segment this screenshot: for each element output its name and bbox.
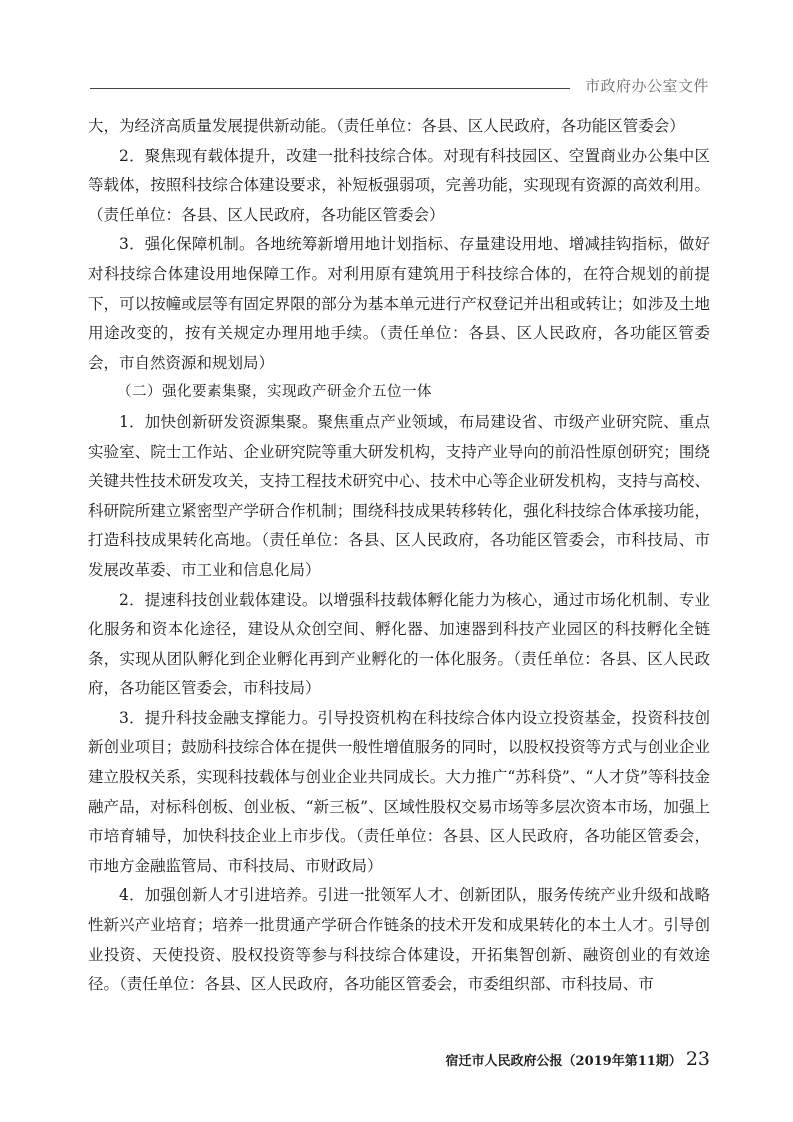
- header-title: 市政府办公室文件: [585, 77, 710, 95]
- paragraph-item-3b: 3．提升科技金融支撑能力。引导投资机构在科技综合体内设立投资基金，投资科技创新创业项目；鼓励科技综合体在提供一般性增值服务的同时，以股权投资等方式与创业企业建立股权关系，实现科技载体与创业企业共同成长。大力推广“苏科贷”、“人才贷”等科技金融产品，对标科创板、创业板、“新三板”、区域性股权交易市场等多层次资本市场，加强上市培育辅导，加快科技企业上市步伐。（责任单位：各县、区人民政府，各功能区管委会，市地方金融监管局、市科技局、市财政局）: [88, 708, 710, 875]
- document-body: [88, 112, 710, 1000]
- paragraph-item-3: 3．强化保障机制。各地统筹新增用地计划指标、存量建设用地、增减挂钩指标，做好对科技综合体建设用地保障工作。对利用原有建筑用于科技综合体的，在符合规划的前提下，可以按幢或层等有固定界限的部分为基本单元进行产权登记并出租或转让；如涉及土地用途改变的，按有关规定办理用地手续。（责任单位：各县、区人民政府，各功能区管委会，市自然资源和规划局）: [88, 235, 710, 372]
- paragraph-item-2: 2．聚焦现有载体提升，改建一批科技综合体。对现有科技园区、空置商业办公集中区等载体，按照科技综合体建设要求，补短板强弱项，完善功能，实现现有资源的高效利用。（责任单位：各县、区人民政府，各功能区管委会）: [88, 146, 710, 224]
- paragraph-item-1: 1．加快创新研发资源集聚。聚焦重点产业领域，布局建设省、市级产业研究院、重点实验室、院士工作站、企业研究院等重大研发机构，支持产业导向的前沿性原创研究；围绕关键共性技术研发攻关，支持工程技术研究中心、技术中心等企业研发机构，支持与高校、科研院所建立紧密型产学研合作机制；围绕科技成果转移转化，强化科技综合体承接功能，打造科技成果转化高地。（责任单位：各县、区人民政府，各功能区管委会，市科技局、市发展改革委、市工业和信息化局）: [88, 412, 710, 579]
- footer-publication-label: 宿迁市人民政府公报（2019年第11期）: [445, 1054, 682, 1069]
- header-rule: [90, 88, 570, 89]
- section-heading: （二）强化要素集聚，实现政产研金介五位一体: [117, 384, 432, 401]
- paragraph-item-2b: 2．提速科技创业载体建设。以增强科技载体孵化能力为核心，通过市场化机制、专业化服务和资本化途径，建设从众创空间、孵化器、加速器到科技产业园区的科技孵化全链条，实现从团队孵化到企业孵化再到产业孵化的一体化服务。（责任单位：各县、区人民政府，各功能区管委会，市科技局）: [88, 590, 710, 698]
- footer: [446, 1048, 710, 1070]
- page-number: 23: [685, 1048, 710, 1070]
- paragraph-item-4: 4．加强创新人才引进培养。引进一批领军人才、创新团队，服务传统产业升级和战略性新兴产业培育；培养一批贯通产学研合作链条的技术开发和成果转化的本土人才。引导创业投资、天使投资、股权投资等参与科技综合体建设，开拓集智创新、融资创业的有效途径。（责任单位：各县、区人民政府，各功能区管委会，市委组织部、市科技局、市: [88, 886, 710, 994]
- paragraph-continuation: 大，为经济高质量发展提供新动能。（责任单位：各县、区人民政府，各功能区管委会）: [88, 117, 685, 135]
